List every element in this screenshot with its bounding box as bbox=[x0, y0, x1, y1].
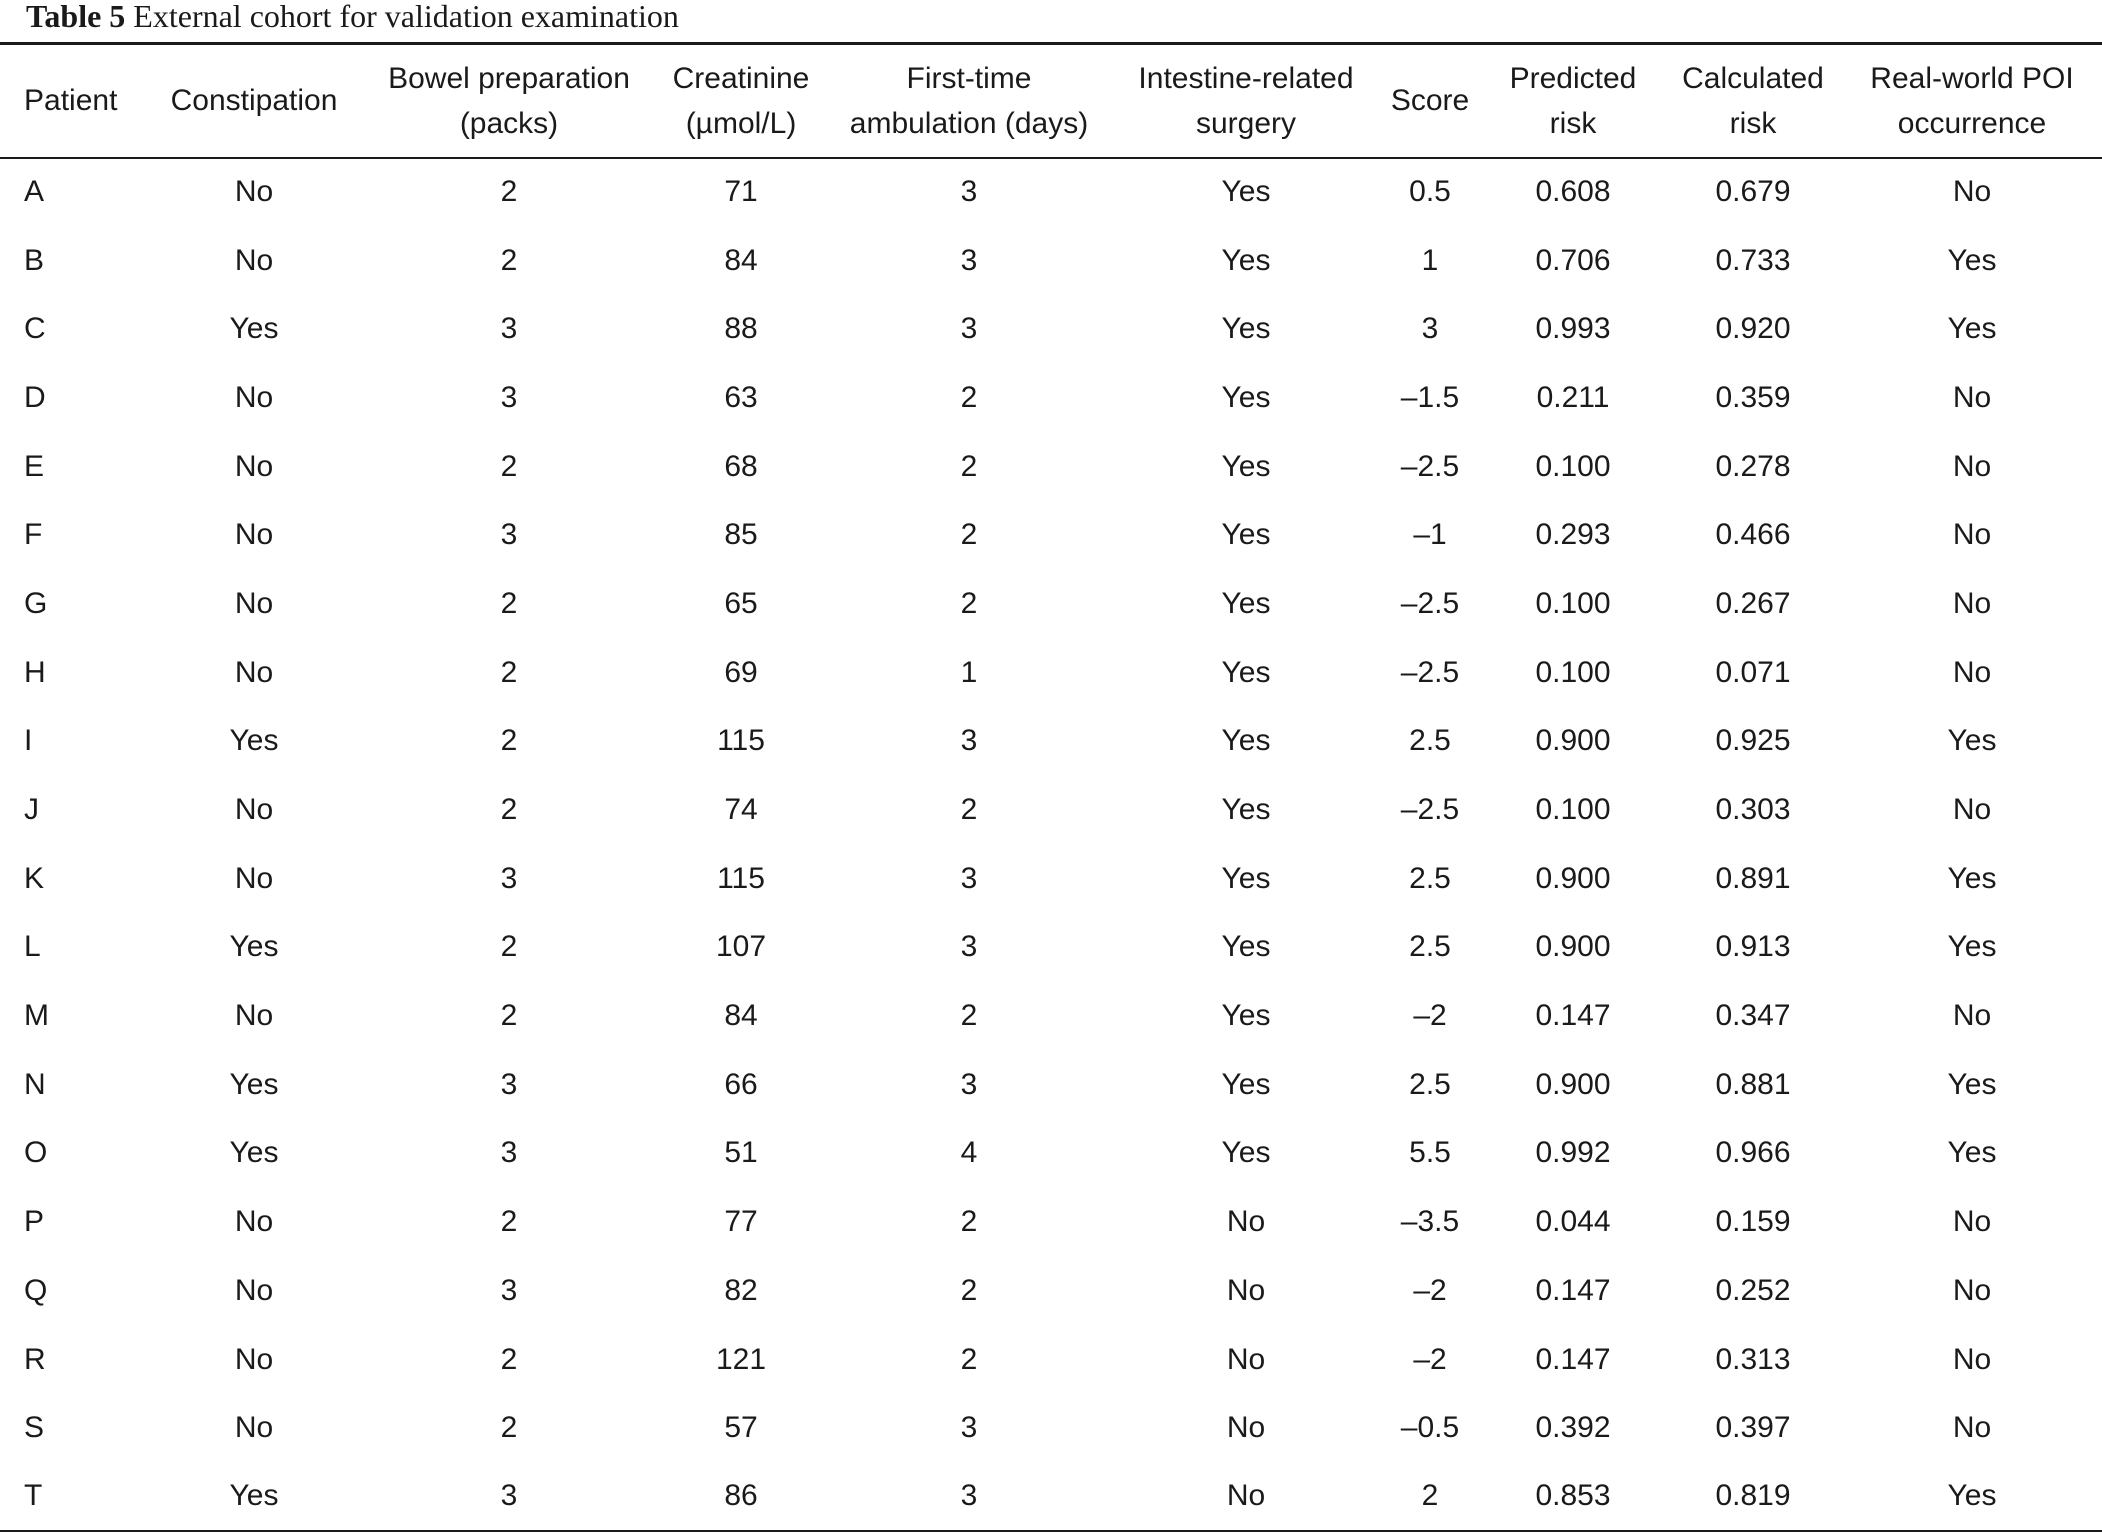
cell-calculated-risk: 0.966 bbox=[1715, 1136, 1791, 1170]
cell-creatinine: 115 bbox=[717, 861, 765, 895]
cell-bowel-preparation: 2 bbox=[500, 586, 518, 620]
cell-predicted-risk: 0.900 bbox=[1535, 1067, 1611, 1101]
cell-constipation: Yes bbox=[229, 1067, 279, 1101]
cell-calculated-risk: 0.819 bbox=[1664, 1463, 1842, 1532]
table-row bbox=[0, 1050, 2102, 1119]
column-header-constipation: Constipation bbox=[148, 44, 360, 158]
table-row bbox=[0, 982, 2102, 1051]
cell-calculated-risk: 0.278 bbox=[1715, 449, 1791, 483]
cell-score: 2.5 bbox=[1409, 1067, 1451, 1101]
cell-score: 2.5 bbox=[1409, 930, 1451, 964]
cell-bowel-preparation: 2 bbox=[500, 1205, 518, 1239]
cell-score: –3.5 bbox=[1400, 1205, 1460, 1239]
cell-patient: D bbox=[24, 380, 46, 414]
cell-calculated-risk: 0.159 bbox=[1715, 1205, 1791, 1239]
cell-creatinine: 66 bbox=[724, 1067, 758, 1101]
cell-real-world-poi-occurrence: No bbox=[1952, 1411, 1992, 1445]
cell-constipation: Yes bbox=[229, 930, 279, 964]
cell-bowel-preparation: 2 bbox=[500, 1411, 518, 1445]
cell-patient: S bbox=[24, 1411, 45, 1445]
table-row bbox=[0, 1188, 2102, 1257]
cell-score: –2.5 bbox=[1400, 793, 1460, 827]
cell-bowel-preparation: 3 bbox=[500, 1067, 518, 1101]
table-caption bbox=[26, 0, 679, 40]
cell-first-time-ambulation: 3 bbox=[960, 243, 978, 277]
cell-real-world-poi-occurrence: No bbox=[1952, 1342, 1992, 1376]
cell-first-time-ambulation: 3 bbox=[960, 175, 978, 209]
cell-score: –2 bbox=[1413, 1273, 1447, 1307]
column-header-first-time-ambulation: First-time ambulation (days) bbox=[824, 44, 1114, 158]
cell-patient: R bbox=[24, 1342, 46, 1376]
table-row bbox=[0, 844, 2102, 913]
cell-score: 5.5 bbox=[1409, 1136, 1451, 1170]
cell-patient: J bbox=[24, 793, 39, 827]
cell-intestine-related-surgery: Yes bbox=[1221, 724, 1271, 758]
table-row bbox=[0, 158, 2102, 227]
cell-calculated-risk: 0.925 bbox=[1715, 724, 1791, 758]
cell-constipation: No bbox=[234, 793, 274, 827]
table-row bbox=[0, 776, 2102, 845]
cell-constipation: Yes bbox=[229, 1136, 279, 1170]
cell-intestine-related-surgery: Yes bbox=[1221, 1136, 1271, 1170]
cell-predicted-risk: 0.211 bbox=[1536, 380, 1610, 414]
cell-calculated-risk: 0.303 bbox=[1715, 793, 1791, 827]
cell-real-world-poi-occurrence: Yes bbox=[1947, 930, 1997, 964]
cell-score: –2 bbox=[1413, 1342, 1447, 1376]
cell-constipation: No bbox=[234, 861, 274, 895]
cell-real-world-poi-occurrence: Yes bbox=[1842, 1463, 2102, 1532]
cell-predicted-risk: 0.100 bbox=[1535, 449, 1611, 483]
table-row bbox=[0, 1463, 2102, 1532]
cell-patient: H bbox=[24, 655, 46, 689]
cell-creatinine: 115 bbox=[717, 724, 765, 758]
cell-constipation: No bbox=[234, 1411, 274, 1445]
cell-bowel-preparation: 2 bbox=[500, 175, 518, 209]
table-row bbox=[0, 1325, 2102, 1394]
table-row bbox=[0, 432, 2102, 501]
cell-calculated-risk: 0.733 bbox=[1715, 243, 1791, 277]
cell-predicted-risk: 0.993 bbox=[1535, 312, 1611, 346]
cell-patient: I bbox=[24, 724, 33, 758]
cell-calculated-risk: 0.679 bbox=[1715, 175, 1791, 209]
cell-predicted-risk: 0.900 bbox=[1535, 861, 1611, 895]
cell-bowel-preparation: 2 bbox=[500, 999, 518, 1033]
cell-calculated-risk: 0.920 bbox=[1715, 312, 1791, 346]
cell-bowel-preparation: 3 bbox=[500, 1273, 518, 1307]
cell-creatinine: 68 bbox=[724, 449, 758, 483]
cell-score: 1 bbox=[1421, 243, 1439, 277]
cell-real-world-poi-occurrence: Yes bbox=[1947, 1067, 1997, 1101]
cell-bowel-preparation: 2 bbox=[500, 655, 518, 689]
table-body bbox=[0, 158, 2102, 1532]
cell-calculated-risk: 0.397 bbox=[1715, 1411, 1791, 1445]
cell-calculated-risk: 0.313 bbox=[1715, 1342, 1791, 1376]
cell-calculated-risk: 0.071 bbox=[1715, 655, 1791, 689]
cell-first-time-ambulation: 3 bbox=[960, 1411, 978, 1445]
cell-intestine-related-surgery: Yes bbox=[1221, 312, 1271, 346]
cell-constipation: No bbox=[234, 518, 274, 552]
cell-constipation: Yes bbox=[229, 312, 279, 346]
cell-intestine-related-surgery: Yes bbox=[1221, 930, 1271, 964]
cell-constipation: No bbox=[234, 999, 274, 1033]
column-header-predicted-risk: Predicted risk bbox=[1482, 44, 1664, 158]
cell-predicted-risk: 0.044 bbox=[1535, 1205, 1611, 1239]
cell-creatinine: 77 bbox=[724, 1205, 758, 1239]
cell-predicted-risk: 0.608 bbox=[1535, 175, 1611, 209]
cell-first-time-ambulation: 3 bbox=[960, 724, 978, 758]
cell-patient: M bbox=[24, 999, 49, 1033]
cell-first-time-ambulation: 2 bbox=[960, 1342, 978, 1376]
table-row bbox=[0, 1257, 2102, 1326]
cell-calculated-risk: 0.466 bbox=[1715, 518, 1791, 552]
cell-bowel-preparation: 2 bbox=[500, 1342, 518, 1376]
table-caption-text: External cohort for validation examination bbox=[133, 0, 679, 34]
cell-bowel-preparation: 3 bbox=[500, 380, 518, 414]
cell-patient: Q bbox=[24, 1273, 48, 1307]
cell-predicted-risk: 0.100 bbox=[1535, 793, 1611, 827]
cell-patient: P bbox=[24, 1205, 45, 1239]
cell-creatinine: 63 bbox=[724, 380, 758, 414]
cell-first-time-ambulation: 2 bbox=[960, 1273, 978, 1307]
cell-real-world-poi-occurrence: Yes bbox=[1947, 312, 1997, 346]
cell-first-time-ambulation: 4 bbox=[960, 1136, 978, 1170]
cell-patient: E bbox=[24, 449, 45, 483]
cell-score: 2.5 bbox=[1409, 861, 1451, 895]
cell-predicted-risk: 0.900 bbox=[1535, 930, 1611, 964]
table-row bbox=[0, 638, 2102, 707]
cell-bowel-preparation: 2 bbox=[500, 243, 518, 277]
cell-predicted-risk: 0.147 bbox=[1535, 1273, 1611, 1307]
cell-bowel-preparation: 3 bbox=[500, 518, 518, 552]
table-header-row bbox=[0, 44, 2102, 158]
cell-bowel-preparation: 2 bbox=[500, 449, 518, 483]
cell-bowel-preparation: 2 bbox=[500, 930, 518, 964]
cell-real-world-poi-occurrence: No bbox=[1952, 449, 1992, 483]
column-header-score: Score bbox=[1378, 44, 1482, 158]
cell-intestine-related-surgery: Yes bbox=[1221, 1067, 1271, 1101]
cell-real-world-poi-occurrence: No bbox=[1952, 518, 1992, 552]
cell-intestine-related-surgery: Yes bbox=[1221, 655, 1271, 689]
cell-first-time-ambulation: 3 bbox=[960, 1067, 978, 1101]
table-caption-label: Table 5 bbox=[26, 0, 126, 34]
cell-patient: A bbox=[24, 175, 45, 209]
cell-predicted-risk: 0.147 bbox=[1535, 1342, 1611, 1376]
cell-creatinine: 107 bbox=[715, 930, 767, 964]
cell-calculated-risk: 0.913 bbox=[1715, 930, 1791, 964]
cell-bowel-preparation: 3 bbox=[500, 312, 518, 346]
cell-score: –1.5 bbox=[1400, 380, 1460, 414]
cell-real-world-poi-occurrence: Yes bbox=[1947, 724, 1997, 758]
cell-constipation: No bbox=[234, 1342, 274, 1376]
cell-patient: C bbox=[24, 312, 46, 346]
cell-constipation: No bbox=[234, 655, 274, 689]
cell-predicted-risk: 0.293 bbox=[1535, 518, 1611, 552]
cell-first-time-ambulation: 3 bbox=[824, 1463, 1114, 1532]
cell-creatinine: 51 bbox=[724, 1136, 758, 1170]
cell-score: 2 bbox=[1378, 1463, 1482, 1532]
cell-predicted-risk: 0.992 bbox=[1535, 1136, 1611, 1170]
table-row bbox=[0, 707, 2102, 776]
cell-constipation: No bbox=[234, 1273, 274, 1307]
cell-score: 2.5 bbox=[1409, 724, 1451, 758]
cell-intestine-related-surgery: Yes bbox=[1221, 586, 1271, 620]
cell-score: –0.5 bbox=[1400, 1411, 1460, 1445]
cell-constipation: No bbox=[234, 449, 274, 483]
cell-score: –2.5 bbox=[1400, 586, 1460, 620]
cell-score: –2 bbox=[1413, 999, 1447, 1033]
cell-constipation: No bbox=[234, 1205, 274, 1239]
cell-score: 0.5 bbox=[1409, 175, 1451, 209]
cell-intestine-related-surgery: Yes bbox=[1221, 518, 1271, 552]
cell-score: 3 bbox=[1421, 312, 1439, 346]
cell-intestine-related-surgery: Yes bbox=[1221, 861, 1271, 895]
cell-intestine-related-surgery: Yes bbox=[1221, 175, 1271, 209]
cell-real-world-poi-occurrence: No bbox=[1952, 586, 1992, 620]
cell-intestine-related-surgery: No bbox=[1226, 1273, 1266, 1307]
cell-first-time-ambulation: 3 bbox=[960, 312, 978, 346]
cell-creatinine: 69 bbox=[724, 655, 758, 689]
cell-score: –2.5 bbox=[1400, 655, 1460, 689]
cell-score: –2.5 bbox=[1400, 449, 1460, 483]
cell-bowel-preparation: 2 bbox=[500, 724, 518, 758]
cell-first-time-ambulation: 2 bbox=[960, 999, 978, 1033]
cell-calculated-risk: 0.347 bbox=[1715, 999, 1791, 1033]
cell-first-time-ambulation: 3 bbox=[960, 930, 978, 964]
cell-creatinine: 85 bbox=[724, 518, 758, 552]
cell-real-world-poi-occurrence: No bbox=[1952, 175, 1992, 209]
cell-calculated-risk: 0.881 bbox=[1715, 1067, 1791, 1101]
table-row bbox=[0, 570, 2102, 639]
cell-creatinine: 84 bbox=[724, 999, 758, 1033]
cell-first-time-ambulation: 2 bbox=[960, 518, 978, 552]
cell-calculated-risk: 0.359 bbox=[1715, 380, 1791, 414]
cell-first-time-ambulation: 2 bbox=[960, 449, 978, 483]
table-row bbox=[0, 1394, 2102, 1463]
cell-intestine-related-surgery: Yes bbox=[1221, 999, 1271, 1033]
cell-intestine-related-surgery: No bbox=[1114, 1463, 1378, 1532]
cell-intestine-related-surgery: Yes bbox=[1221, 793, 1271, 827]
table-row bbox=[0, 295, 2102, 364]
cell-calculated-risk: 0.252 bbox=[1715, 1273, 1791, 1307]
cell-intestine-related-surgery: Yes bbox=[1221, 243, 1271, 277]
cell-predicted-risk: 0.853 bbox=[1482, 1463, 1664, 1532]
cell-real-world-poi-occurrence: Yes bbox=[1947, 1136, 1997, 1170]
column-header-real-world-poi-occurrence: Real-world POI occurrence bbox=[1842, 44, 2102, 158]
cell-predicted-risk: 0.100 bbox=[1535, 655, 1611, 689]
cell-real-world-poi-occurrence: Yes bbox=[1947, 861, 1997, 895]
validation-cohort-table bbox=[0, 42, 2102, 1532]
cell-first-time-ambulation: 2 bbox=[960, 586, 978, 620]
cell-intestine-related-surgery: No bbox=[1226, 1205, 1266, 1239]
cell-predicted-risk: 0.706 bbox=[1535, 243, 1611, 277]
cell-predicted-risk: 0.900 bbox=[1535, 724, 1611, 758]
cell-real-world-poi-occurrence: No bbox=[1952, 380, 1992, 414]
cell-calculated-risk: 0.891 bbox=[1715, 861, 1791, 895]
cell-calculated-risk: 0.267 bbox=[1715, 586, 1791, 620]
cell-intestine-related-surgery: No bbox=[1226, 1342, 1266, 1376]
cell-bowel-preparation: 3 bbox=[500, 861, 518, 895]
cell-patient: F bbox=[24, 518, 43, 552]
cell-creatinine: 74 bbox=[724, 793, 758, 827]
cell-patient: B bbox=[24, 243, 45, 277]
cell-creatinine: 88 bbox=[724, 312, 758, 346]
cell-score: –1 bbox=[1413, 518, 1447, 552]
cell-constipation: No bbox=[234, 380, 274, 414]
cell-creatinine: 82 bbox=[724, 1273, 758, 1307]
cell-patient: O bbox=[24, 1136, 48, 1170]
cell-patient: N bbox=[24, 1067, 46, 1101]
column-header-calculated-risk: Calculated risk bbox=[1664, 44, 1842, 158]
column-header-patient: Patient bbox=[0, 44, 148, 158]
cell-constipation: No bbox=[234, 175, 274, 209]
cell-creatinine: 86 bbox=[658, 1463, 824, 1532]
cell-patient: L bbox=[24, 930, 41, 964]
cell-predicted-risk: 0.100 bbox=[1535, 586, 1611, 620]
cell-intestine-related-surgery: No bbox=[1226, 1411, 1266, 1445]
cell-real-world-poi-occurrence: No bbox=[1952, 999, 1992, 1033]
cell-real-world-poi-occurrence: No bbox=[1952, 1205, 1992, 1239]
table-row bbox=[0, 226, 2102, 295]
cell-bowel-preparation: 3 bbox=[500, 1136, 518, 1170]
cell-constipation: Yes bbox=[148, 1463, 360, 1532]
cell-creatinine: 121 bbox=[715, 1342, 767, 1376]
table-row bbox=[0, 501, 2102, 570]
table-row bbox=[0, 1119, 2102, 1188]
cell-constipation: Yes bbox=[229, 724, 279, 758]
column-header-intestine-related-surgery: Intestine-related surgery bbox=[1114, 44, 1378, 158]
cell-creatinine: 71 bbox=[724, 175, 758, 209]
cell-real-world-poi-occurrence: No bbox=[1952, 655, 1992, 689]
cell-bowel-preparation: 3 bbox=[360, 1463, 658, 1532]
cell-first-time-ambulation: 1 bbox=[960, 655, 978, 689]
cell-intestine-related-surgery: Yes bbox=[1221, 380, 1271, 414]
cell-real-world-poi-occurrence: No bbox=[1952, 793, 1992, 827]
cell-real-world-poi-occurrence: Yes bbox=[1947, 243, 1997, 277]
cell-real-world-poi-occurrence: No bbox=[1952, 1273, 1992, 1307]
cell-creatinine: 65 bbox=[724, 586, 758, 620]
column-header-creatinine: Creatinine (µmol/L) bbox=[658, 44, 824, 158]
cell-patient: K bbox=[24, 861, 45, 895]
cell-bowel-preparation: 2 bbox=[500, 793, 518, 827]
cell-intestine-related-surgery: Yes bbox=[1221, 449, 1271, 483]
cell-patient: T bbox=[0, 1463, 148, 1532]
cell-first-time-ambulation: 2 bbox=[960, 380, 978, 414]
cell-patient: G bbox=[24, 586, 48, 620]
cell-first-time-ambulation: 3 bbox=[960, 861, 978, 895]
cell-creatinine: 57 bbox=[724, 1411, 758, 1445]
table-row bbox=[0, 913, 2102, 982]
cell-creatinine: 84 bbox=[724, 243, 758, 277]
table-row bbox=[0, 364, 2102, 433]
cell-predicted-risk: 0.147 bbox=[1535, 999, 1611, 1033]
cell-constipation: No bbox=[234, 586, 274, 620]
cell-first-time-ambulation: 2 bbox=[960, 793, 978, 827]
cell-predicted-risk: 0.392 bbox=[1535, 1411, 1611, 1445]
cell-first-time-ambulation: 2 bbox=[960, 1205, 978, 1239]
cell-constipation: No bbox=[234, 243, 274, 277]
column-header-bowel-preparation: Bowel preparation (packs) bbox=[360, 44, 658, 158]
